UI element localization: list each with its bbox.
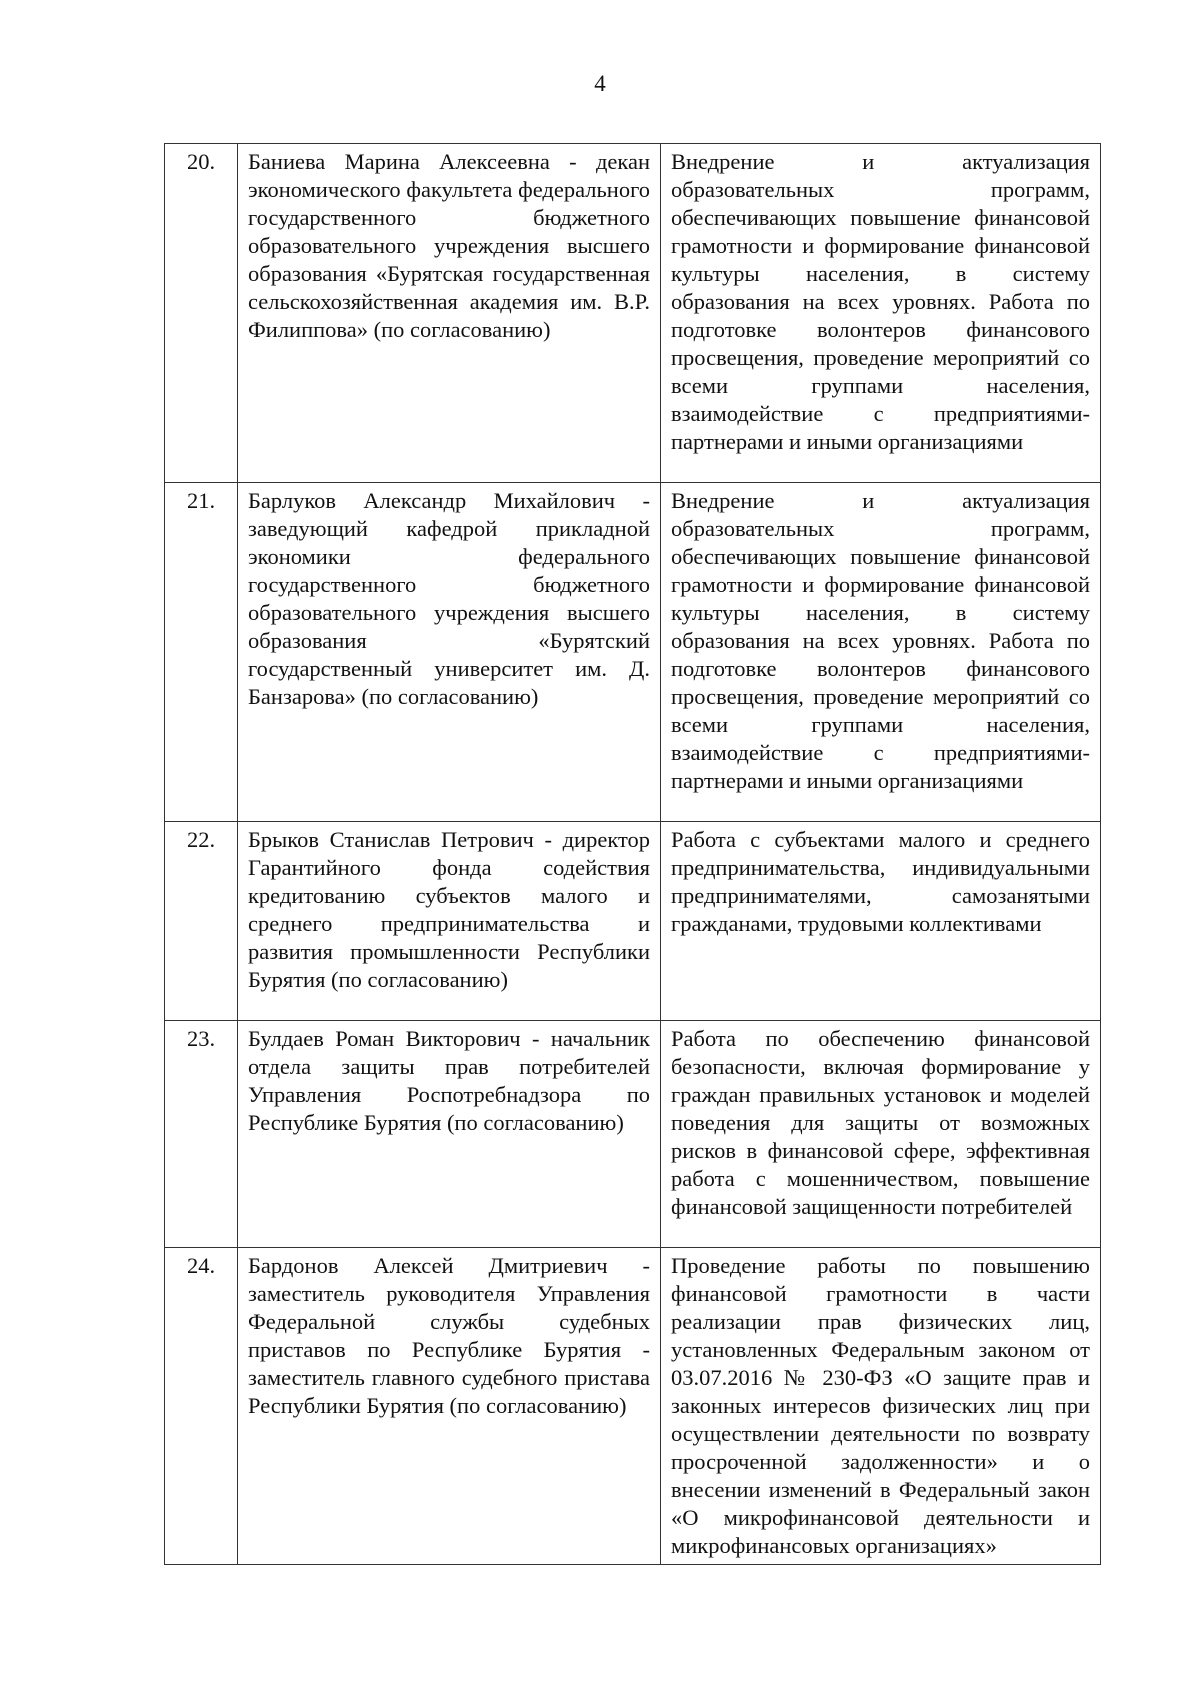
page-number: 4 [594, 71, 606, 96]
row-number: 23. [165, 1021, 238, 1248]
table-row [165, 822, 1101, 1021]
person-cell: Булдаев Роман Викторович - начальник отдела защиты прав потребителей Управления Роспотребнадзора по Республике Бурятия (по согласованию) [238, 1021, 661, 1248]
duties-cell: Проведение работы по повышению финансовой грамотности в части реализации прав физических лиц, установленных Федеральным законом от 03.07.2016 № 230-ФЗ «О защите прав и законных интересов физических лиц при осуществлении деятельности по возврату просроченной задолженности» и о внесении изменений в Федеральный закон «О микрофинансовой деятельности и микрофинансовых организациях» [661, 1248, 1101, 1565]
table-row [165, 1248, 1101, 1565]
duties-cell: Работа с субъектами малого и среднего предпринимательства, индивидуальными предпринимателями, самозанятыми гражданами, трудовыми коллективами [661, 822, 1101, 1021]
table-row [165, 144, 1101, 483]
row-number: 21. [165, 483, 238, 822]
duties-cell: Внедрение и актуализация образовательных программ, обеспечивающих повышение финансовой грамотности и формирование финансовой культуры населения, в систему образования на всех уровнях. Работа по подготовке волонтеров финансового просвещения, проведение мероприятий со всеми группами населения, взаимодействие с предприятиями-партнерами и иными организациями [661, 144, 1101, 483]
person-cell: Бардонов Алексей Дмитриевич - заместитель руководителя Управления Федеральной службы судебных приставов по Республике Бурятия - заместитель главного судебного пристава Республики Бурятия (по согласованию) [238, 1248, 661, 1565]
table-row [165, 483, 1101, 822]
table-row [165, 1021, 1101, 1248]
members-table [164, 143, 1101, 1565]
row-number: 20. [165, 144, 238, 483]
duties-cell: Внедрение и актуализация образовательных программ, обеспечивающих повышение финансовой грамотности и формирование финансовой культуры населения, в систему образования на всех уровнях. Работа по подготовке волонтеров финансового просвещения, проведение мероприятий со всеми группами населения, взаимодействие с предприятиями-партнерами и иными организациями [661, 483, 1101, 822]
person-cell: Барлуков Александр Михайлович - заведующий кафедрой прикладной экономики федерального государственного бюджетного образовательного учреждения высшего образования «Бурятский государственный университет им. Д. Банзарова» (по согласованию) [238, 483, 661, 822]
person-cell: Баниева Марина Алексеевна - декан экономического факультета федерального государственного бюджетного образовательного учреждения высшего образования «Бурятская государственная сельскохозяйственная академия им. В.Р. Филиппова» (по согласованию) [238, 144, 661, 483]
person-cell: Брыков Станислав Петрович - директор Гарантийного фонда содействия кредитованию субъектов малого и среднего предпринимательства и развития промышленности Республики Бурятия (по согласованию) [238, 822, 661, 1021]
duties-cell: Работа по обеспечению финансовой безопасности, включая формирование у граждан правильных установок и моделей поведения для защиты от возможных рисков в финансовой сфере, эффективная работа с мошенничеством, повышение финансовой защищенности потребителей [661, 1021, 1101, 1248]
row-number: 24. [165, 1248, 238, 1565]
row-number: 22. [165, 822, 238, 1021]
